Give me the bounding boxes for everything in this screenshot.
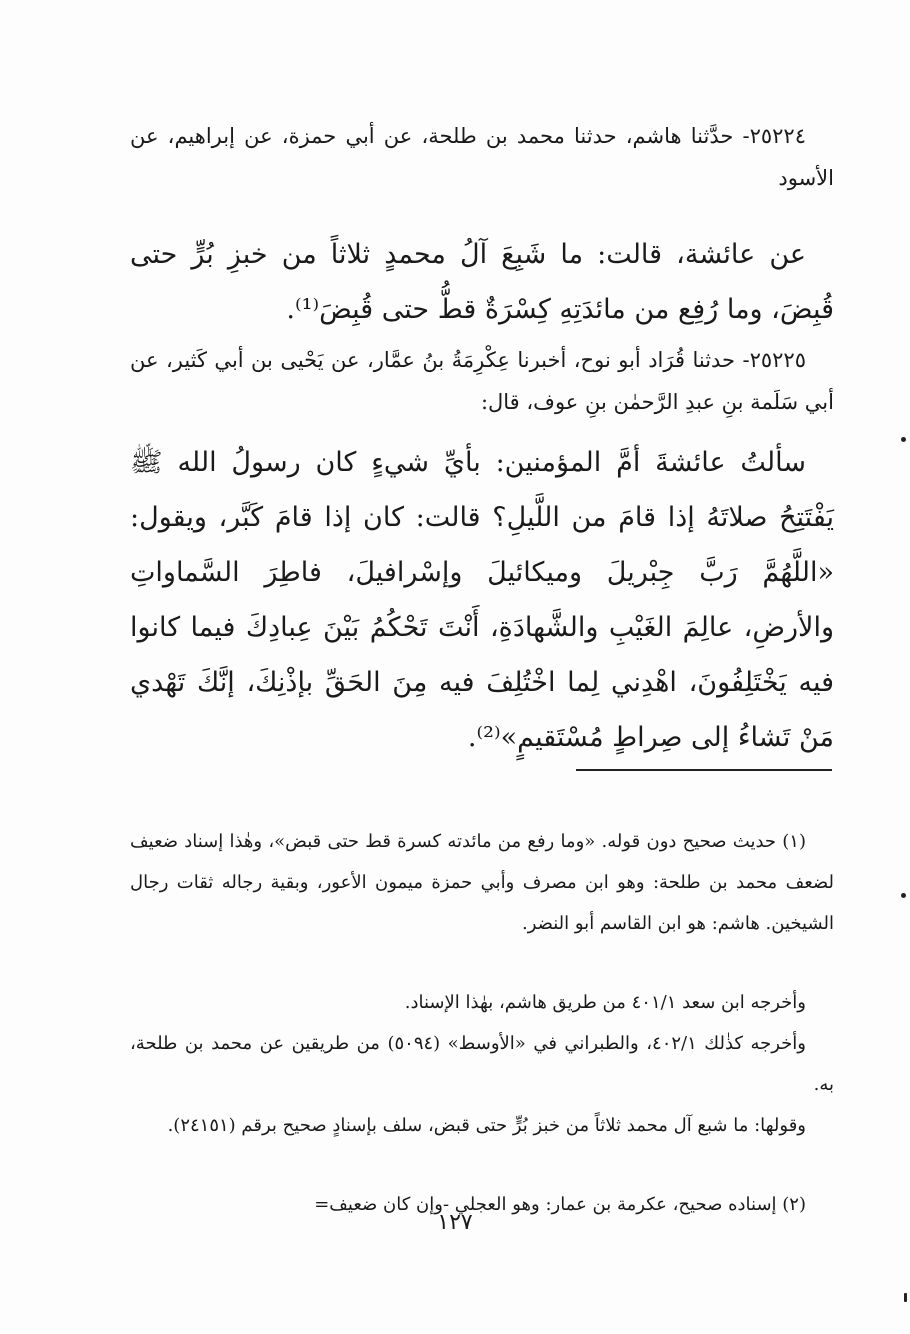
page-number: ١٢٧ — [437, 1210, 473, 1235]
binding-mark — [904, 1293, 907, 1302]
footnote-1-source-2: وأخرجه كذٰلك ٤٠٢/١، والطبراني في «الأوسط» (٥٠٩٤) من طريقين عن محمد بن طلحة، به. — [130, 1033, 834, 1095]
hadith-25224-isnad: ٢٥٢٢٤- حدَّثنا هاشم، حدثنا محمد بن طلحة، عن أبي حمزة، عن إبراهيم، عن الأسود — [130, 124, 834, 190]
hadith-25224-matn: عن عائشة، قالت: ما شَبِعَ آلُ محمدٍ ثلاثاً من خبزِ بُرٍّ حتى قُبِضَ، وما رُفِع من مائدَتِهِ كِسْرَةٌ قطُّ حتى قُبِضَ⁽¹⁾. — [130, 239, 834, 325]
footnote-1-remark: وقولها: ما شبع آل محمد ثلاثاً من خبز بُرٍّ حتى قبض، سلف بإسنادٍ صحيح برقم (٢٤١٥١). — [167, 1115, 806, 1136]
hadith-25225-matn: سألتُ عائشةَ أمَّ المؤمنين: بأيِّ شيءٍ كان رسولُ الله ﷺ يَفْتَتِحُ صلاتَهُ إذا قامَ من اللَّيلِ؟ قالت: كان إذا قامَ كَبَّر، ويقول: «اللَّهُمَّ رَبَّ جِبْريلَ وميكائيلَ وإسْرافيلَ، فاطِرَ السَّماواتِ والأرضِ، عالِمَ الغَيْبِ والشَّهادَةِ، أَنْتَ تَحْكُمُ بَيْنَ عِبادِكَ فيما كانوا فيه يَخْتَلِفُونَ، اهْدِني لِما اخْتُلِفَ فيه مِنَ الحَقِّ بإذْنِكَ، إنَّكَ تَهْدي مَنْ تَشاءُ إلى صِراطٍ مُسْتَقيمٍ»⁽²⁾. — [130, 447, 834, 753]
footnote-1: (١) حديث صحيح دون قوله. «وما رفع من مائدته كسرة قط حتى قبض»، وهٰذا إسناد ضعيف لضعف محمد بن طلحة: وهو ابن مصرف وأبي حمزة ميمون الأعور، وبقية رجاله ثقات رجال الشيخين. هاشم: هو ابن القاسم أبو النضر. — [130, 831, 834, 934]
hadith-25225-isnad: ٢٥٢٢٥- حدثنا قُرَاد أبو نوح، أخبرنا عِكْرِمَةُ بنُ عمَّار، عن يَحْيى بن أبي كَثير، عن أبي سَلَمة بنِ عبدِ الرَّحمٰن بنِ عوف، قال: — [130, 348, 834, 414]
binding-mark — [901, 893, 906, 898]
footnote-separator — [576, 769, 832, 771]
footnote-2: (٢) إسناده صحيح، عكرمة بن عمار: وهو العجلي -وإن كان ضعيف= — [314, 1194, 806, 1215]
footnote-1-source-1: وأخرجه ابن سعد ٤٠١/١ من طريق هاشم، بهٰذا الإسناد. — [404, 992, 806, 1013]
binding-mark — [901, 437, 906, 442]
